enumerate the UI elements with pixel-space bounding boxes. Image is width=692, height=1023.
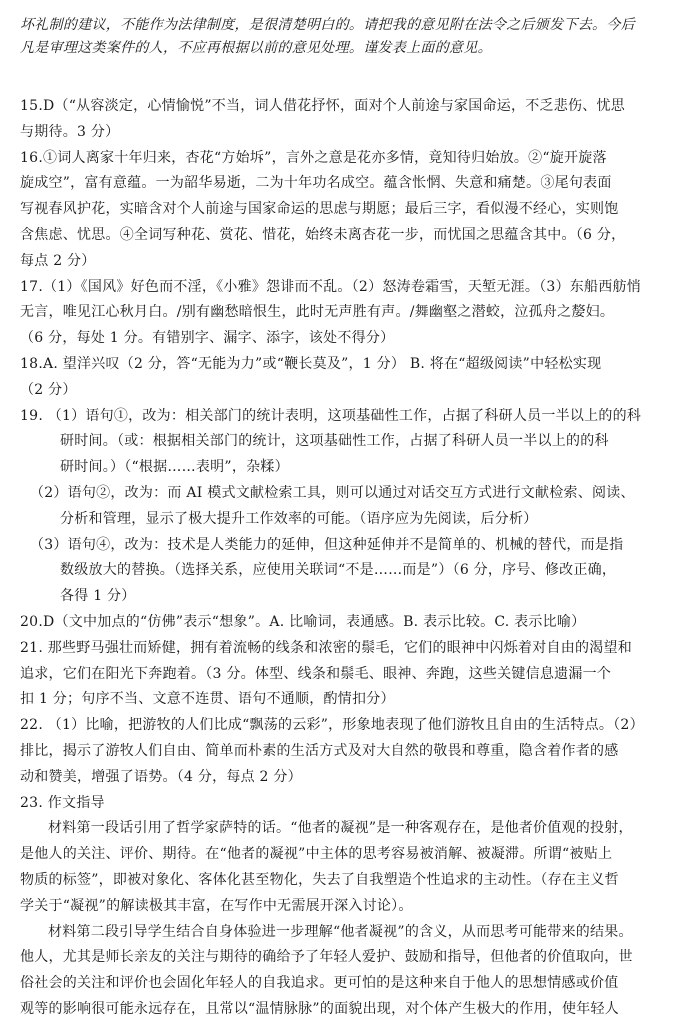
text-line: 分析和管理，显示了极大提升工作效率的可能。（语序应为先阅读，后分析） xyxy=(60,510,538,527)
text-line: 材料第二段引导学生结合自身体验进一步理解“他者凝视”的含义，从而思考可能带来的结果。 xyxy=(48,923,633,940)
answer-17 xyxy=(20,275,666,352)
text-line: 21. 那些野马强壮而矫健，拥有着流畅的线条和浓密的鬃毛，它们的眼神中闪烁着对自由的渴望和 xyxy=(20,639,632,656)
text-line: 无言，唯见江心秋月白。/别有幽愁暗恨生，此时无声胜有声。/舞幽壑之潜蛟，泣孤舟之嫠妇。 xyxy=(20,304,615,321)
text-line: 写视春风护花，实暗含对个人前途与国家命运的思虑与期愿；最后三字，看似漫不经心，实则饱 xyxy=(20,201,619,218)
text-line: 坏礼制的建议，不能作为法律制度，是很清楚明白的。请把我的意见附在法令之后颁发下去。今后 xyxy=(20,17,635,33)
answer-19 xyxy=(20,404,666,610)
text-line: 俗社会的关注和评价也会固化年轻人的自我追求。更可怕的是这种来自于他人的思想情感或价值 xyxy=(20,975,619,992)
text-line: 他人，尤其是师长亲友的关注与期待的确给予了年轻人爱护、鼓励和指导，但他者的价值取向，世 xyxy=(20,949,633,966)
text-line: 物质的标签”，即被对象化、客体化甚至物化，失去了自我塑造个性追求的主动性。（存在主义哲 xyxy=(20,871,619,888)
text-line: 每点 2 分） xyxy=(20,252,96,269)
text-line: 17.（1）《国风》好色而不淫，《小雅》怨诽而不乱。（2）怒涛卷霜雪，天堑无涯。（3）东船西舫悄 xyxy=(20,278,641,295)
text-line: 追求，它们在阳光下奔跑着。（3 分。体型、线条和鬃毛、眼神、奔跑，这些关键信息遗漏一个 xyxy=(20,665,612,682)
text-line: 动和赞美，增强了语势。（4 分，每点 2 分） xyxy=(20,768,302,785)
text-line: 研时间。）（“根据……表明”，杂糅） xyxy=(60,459,289,476)
section-heading: 23. 作文指导 xyxy=(20,794,105,811)
answer-20 xyxy=(20,610,666,636)
text-line: 是他人的关注、评价、期待。在“他者的凝视”中主体的思考容易被消解、被凝滞。所谓“被贴上 xyxy=(20,846,613,863)
text-line: 观等的影响很可能永远存在，且常以“温情脉脉”的面貌出现，对个体产生极大的作用，使年轻人 xyxy=(20,1000,620,1017)
text-line: （3）语句④，改为：技术是人类能力的延伸，但这种延伸并不是简单的、机械的替代，而是指 xyxy=(30,536,624,553)
text-line: （2）语句②，改为：而 AI 模式文献检索工具，则可以通过对话交互方式进行文献检索、阅读、 xyxy=(30,484,635,501)
text-line: 研时间。（或：根据相关部门的统计，这项基础性工作，占据了科研人员一半以上的的科 xyxy=(60,433,609,450)
text-line: （6 分，每处 1 分。有错别字、漏字、添字，该处不得分） xyxy=(20,330,395,347)
text-line: 扣 1 分；句序不当、文意不连贯、语句不通顺，酌情扣分） xyxy=(20,691,395,708)
text-line: 含焦虑、忧思。④全词写种花、赏花、惜花，始终未离杏花一步，而忧国之思蕴含其中。（6 分， xyxy=(20,226,626,243)
text-line: 22. （1）比喻，把游牧的人们比成“飘荡的云彩”，形象地表现了他们游牧且自由的生活特点。（2） xyxy=(20,717,644,734)
text-line: 20.D（文中加点的“仿佛”表示“想象”。A. 比喻词，表通感。B. 表示比较。C. 表示比喻） xyxy=(20,613,586,630)
answer-21 xyxy=(20,636,666,713)
text-line: 数级放大的替换。（选择关系，应使用关联词“不是……而是”）（6 分，序号、修改正确， xyxy=(60,562,617,579)
answer-18 xyxy=(20,352,666,404)
answer-15 xyxy=(20,94,666,146)
text-line: （2 分） xyxy=(20,381,77,398)
text-line: 各得 1 分） xyxy=(60,588,136,605)
text-line: 凡是审理这类案件的人，不应再根据以前的意见处理。谨发表上面的意见。 xyxy=(20,40,492,56)
text-line: 18.A. 望洋兴叹（2 分，答“无能为力”或“鞭长莫及”，1 分） B. 将在“超级阅读”中轻松实现 xyxy=(20,355,602,372)
answer-22 xyxy=(20,713,666,790)
text-line: 15.D（“从容淡定，心情愉悦”不当，词人借花抒怀，面对个人前途与家国命运，不乏悲伤、忧思 xyxy=(20,98,626,114)
text-line: 旋成空”，富有意蕴。一为韶华易逝，二为十年功名成空。蕴含怅惘、失意和痛楚。③尾句表面 xyxy=(20,175,612,192)
text-line: 排比，揭示了游牧人们自由、简单而朴素的生活方式及对大自然的敬畏和尊重，隐含着作者的感 xyxy=(20,742,619,759)
text-line: 学关于“凝视”的解读极其丰富，在写作中无需展开深入讨论）。 xyxy=(20,897,413,914)
text-line: 与期待。3 分） xyxy=(20,123,120,140)
text-line: 19. （1）语句①，改为：相关部门的统计表明，这项基础性工作，占据了科研人员一半以上的的科 xyxy=(20,407,642,424)
text-line: 材料第一段话引用了哲学家萨特的话。“他者的凝视”是一种客观存在，是他者价值观的投射， xyxy=(48,820,633,837)
answer-16 xyxy=(20,146,666,275)
answer-23-essay-guide xyxy=(20,791,666,1023)
text-line: 16.①词人离家十年归来，杏花“方始坼”，言外之意是花亦多情，竟知待归始放。②“旋开旋落 xyxy=(20,149,607,166)
translation-ending xyxy=(20,14,666,60)
